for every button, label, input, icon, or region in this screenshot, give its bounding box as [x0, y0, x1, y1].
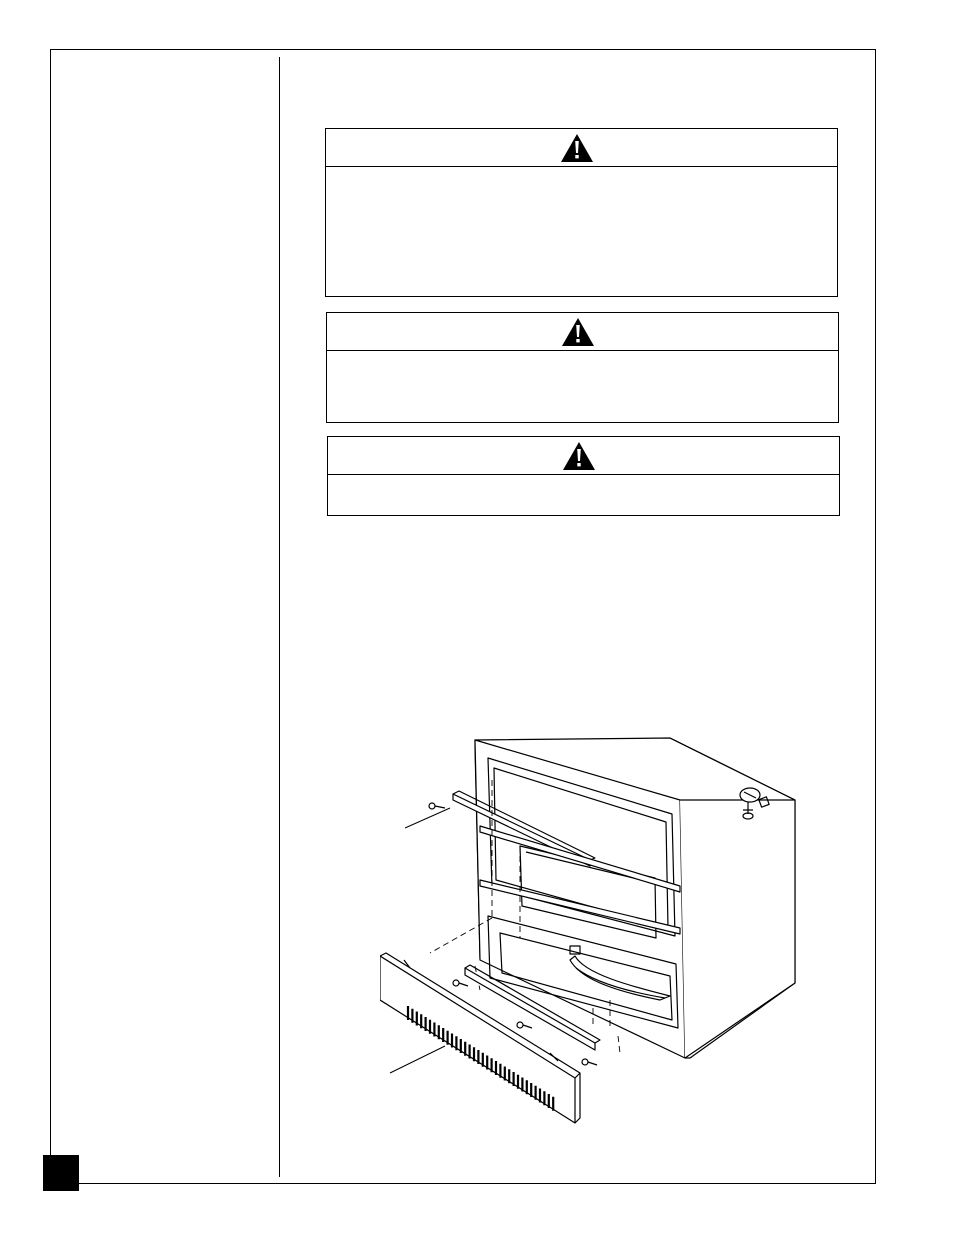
warning-box-3: [327, 436, 840, 516]
warning-box-1: [325, 128, 838, 297]
warning-triangle-icon: [561, 317, 595, 347]
heater-cabinet: [475, 738, 795, 1058]
callout-leader: [390, 1046, 445, 1073]
warning-triangle-icon: [562, 441, 596, 471]
warning-header: [326, 129, 837, 167]
screw: [517, 1022, 532, 1028]
page-number-tab: [43, 1155, 79, 1191]
warning-text: [327, 351, 838, 367]
screw: [429, 803, 445, 809]
heater-exploded-diagram: [380, 728, 840, 1128]
warning-text: [328, 475, 839, 491]
column-divider: [279, 57, 280, 1177]
warning-box-2: [326, 312, 839, 423]
warning-text: [326, 167, 837, 183]
warning-header: [328, 437, 839, 475]
screw: [582, 1059, 597, 1065]
callout-leader: [405, 808, 450, 828]
warning-header: [327, 313, 838, 351]
warning-triangle-icon: [560, 133, 594, 163]
screw: [453, 980, 468, 986]
